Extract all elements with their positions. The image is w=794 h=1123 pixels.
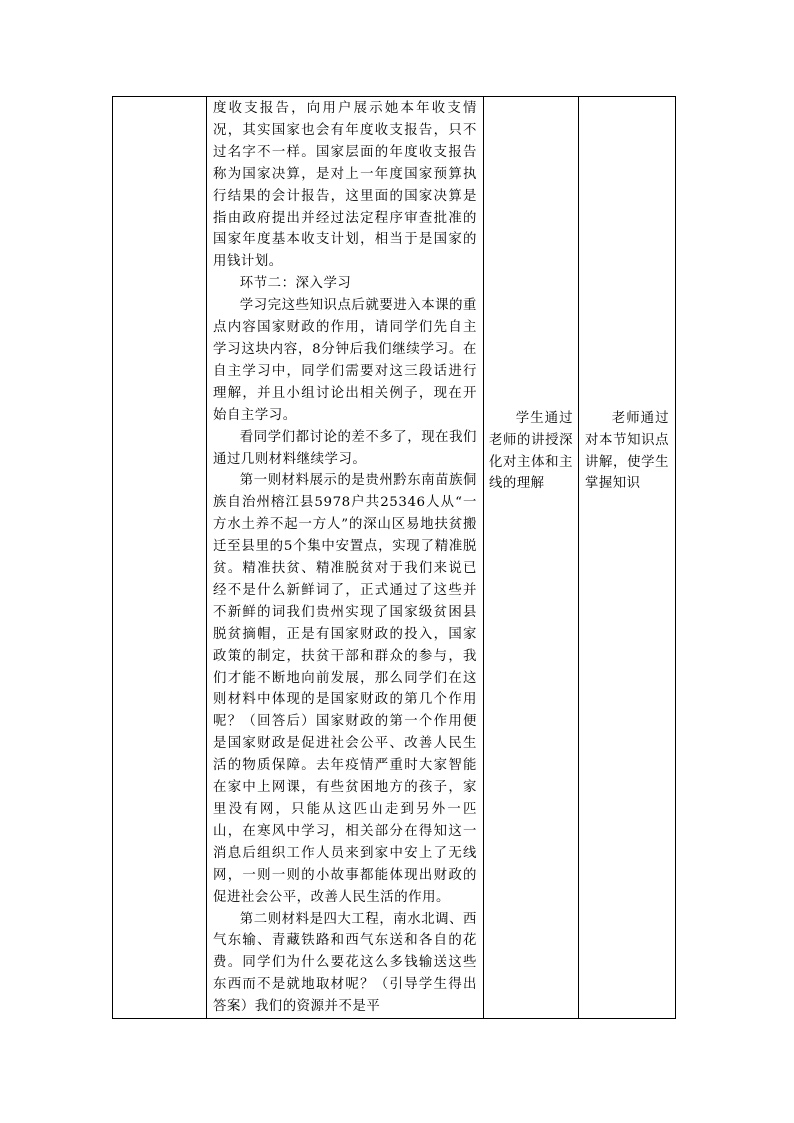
lesson-plan-table [112,96,676,1019]
stage-cell [113,97,207,1019]
table-row [113,97,676,1019]
student-activity: 学生通过老师的讲授深化对主体和主线的理解 [489,411,573,492]
paragraph: 学习完这些知识点后就要进入本课的重点内容国家财政的作用，请同学们先自主学习这块内容，8分钟后我们继续学习。在自主学习中，同学们需要对这三段话进行理解，并且小组讨论出相关例子，现在开始自主学习。 [213,298,477,423]
student-activity-text [484,97,578,495]
design-intent-text [579,97,675,495]
paragraph: 看同学们都讨论的差不多了，现在我们通过几则材料继续学习。 [213,429,477,467]
paragraph: 第二则材料是四大工程，南水北调、西气东输、青藏铁路和西气东送和各自的花费。同学们为什么要花这么多钱输送这些东西而不是就地取材呢？（引导学生得出答案）我们的资源并不是平 [213,911,477,1015]
teaching-process-text [207,97,483,1018]
paragraph: 第一则材料展示的是贵州黔东南苗族侗族自治州榕江县5978户共25346人从“一方水土养不起一方人”的深山区易地扶贫搬迁至县里的5个集中安置点，实现了精准脱贫。精准扶贫、精准脱贫对于我们来说已经不是什么新鲜词了，正式通过了这些并不新鲜的词我们贵州实现了国家级贫困县脱贫摘帽，正是有国家财政的投入，国家政策的制定，扶贫干部和群众的参与，我们才能不断地向前发展，那么同学们在这则材料中体现的是国家财政的第几个作用呢？（回答后）国家财政的第一个作用便是国家财政是促进社会公平、改善人民生活的物质保障。去年疫情严重时大家智能在家中上网课，有些贫困地方的孩子，家里没有网，只能从这匹山走到另外一匹山，在寒风中学习，相关部分在得知这一消息后组织工作人员来到家中安上了无线网，一则一则的小故事都能体现出财政的促进社会公平，改善人民生活的作用。 [213,473,477,905]
paragraph: 度收支报告，向用户展示她本年收支情况，其实国家也会有年度收支报告，只不过名字不一样。国家层面的年度收支报告称为国家决算，是对上一年度国家预算执行结果的会计报告，这里面的国家决算是指由政府提出并经过法定程序审查批准的国家年度基本收支计划，相当于是国家的用钱计划。 [213,101,477,270]
teaching-process-cell [207,97,484,1019]
section-heading: 环节二：深入学习 [239,276,352,292]
design-intent: 老师通过对本节知识点讲解，使学生掌握知识 [585,411,669,492]
student-activity-cell [484,97,579,1019]
design-intent-cell [579,97,676,1019]
